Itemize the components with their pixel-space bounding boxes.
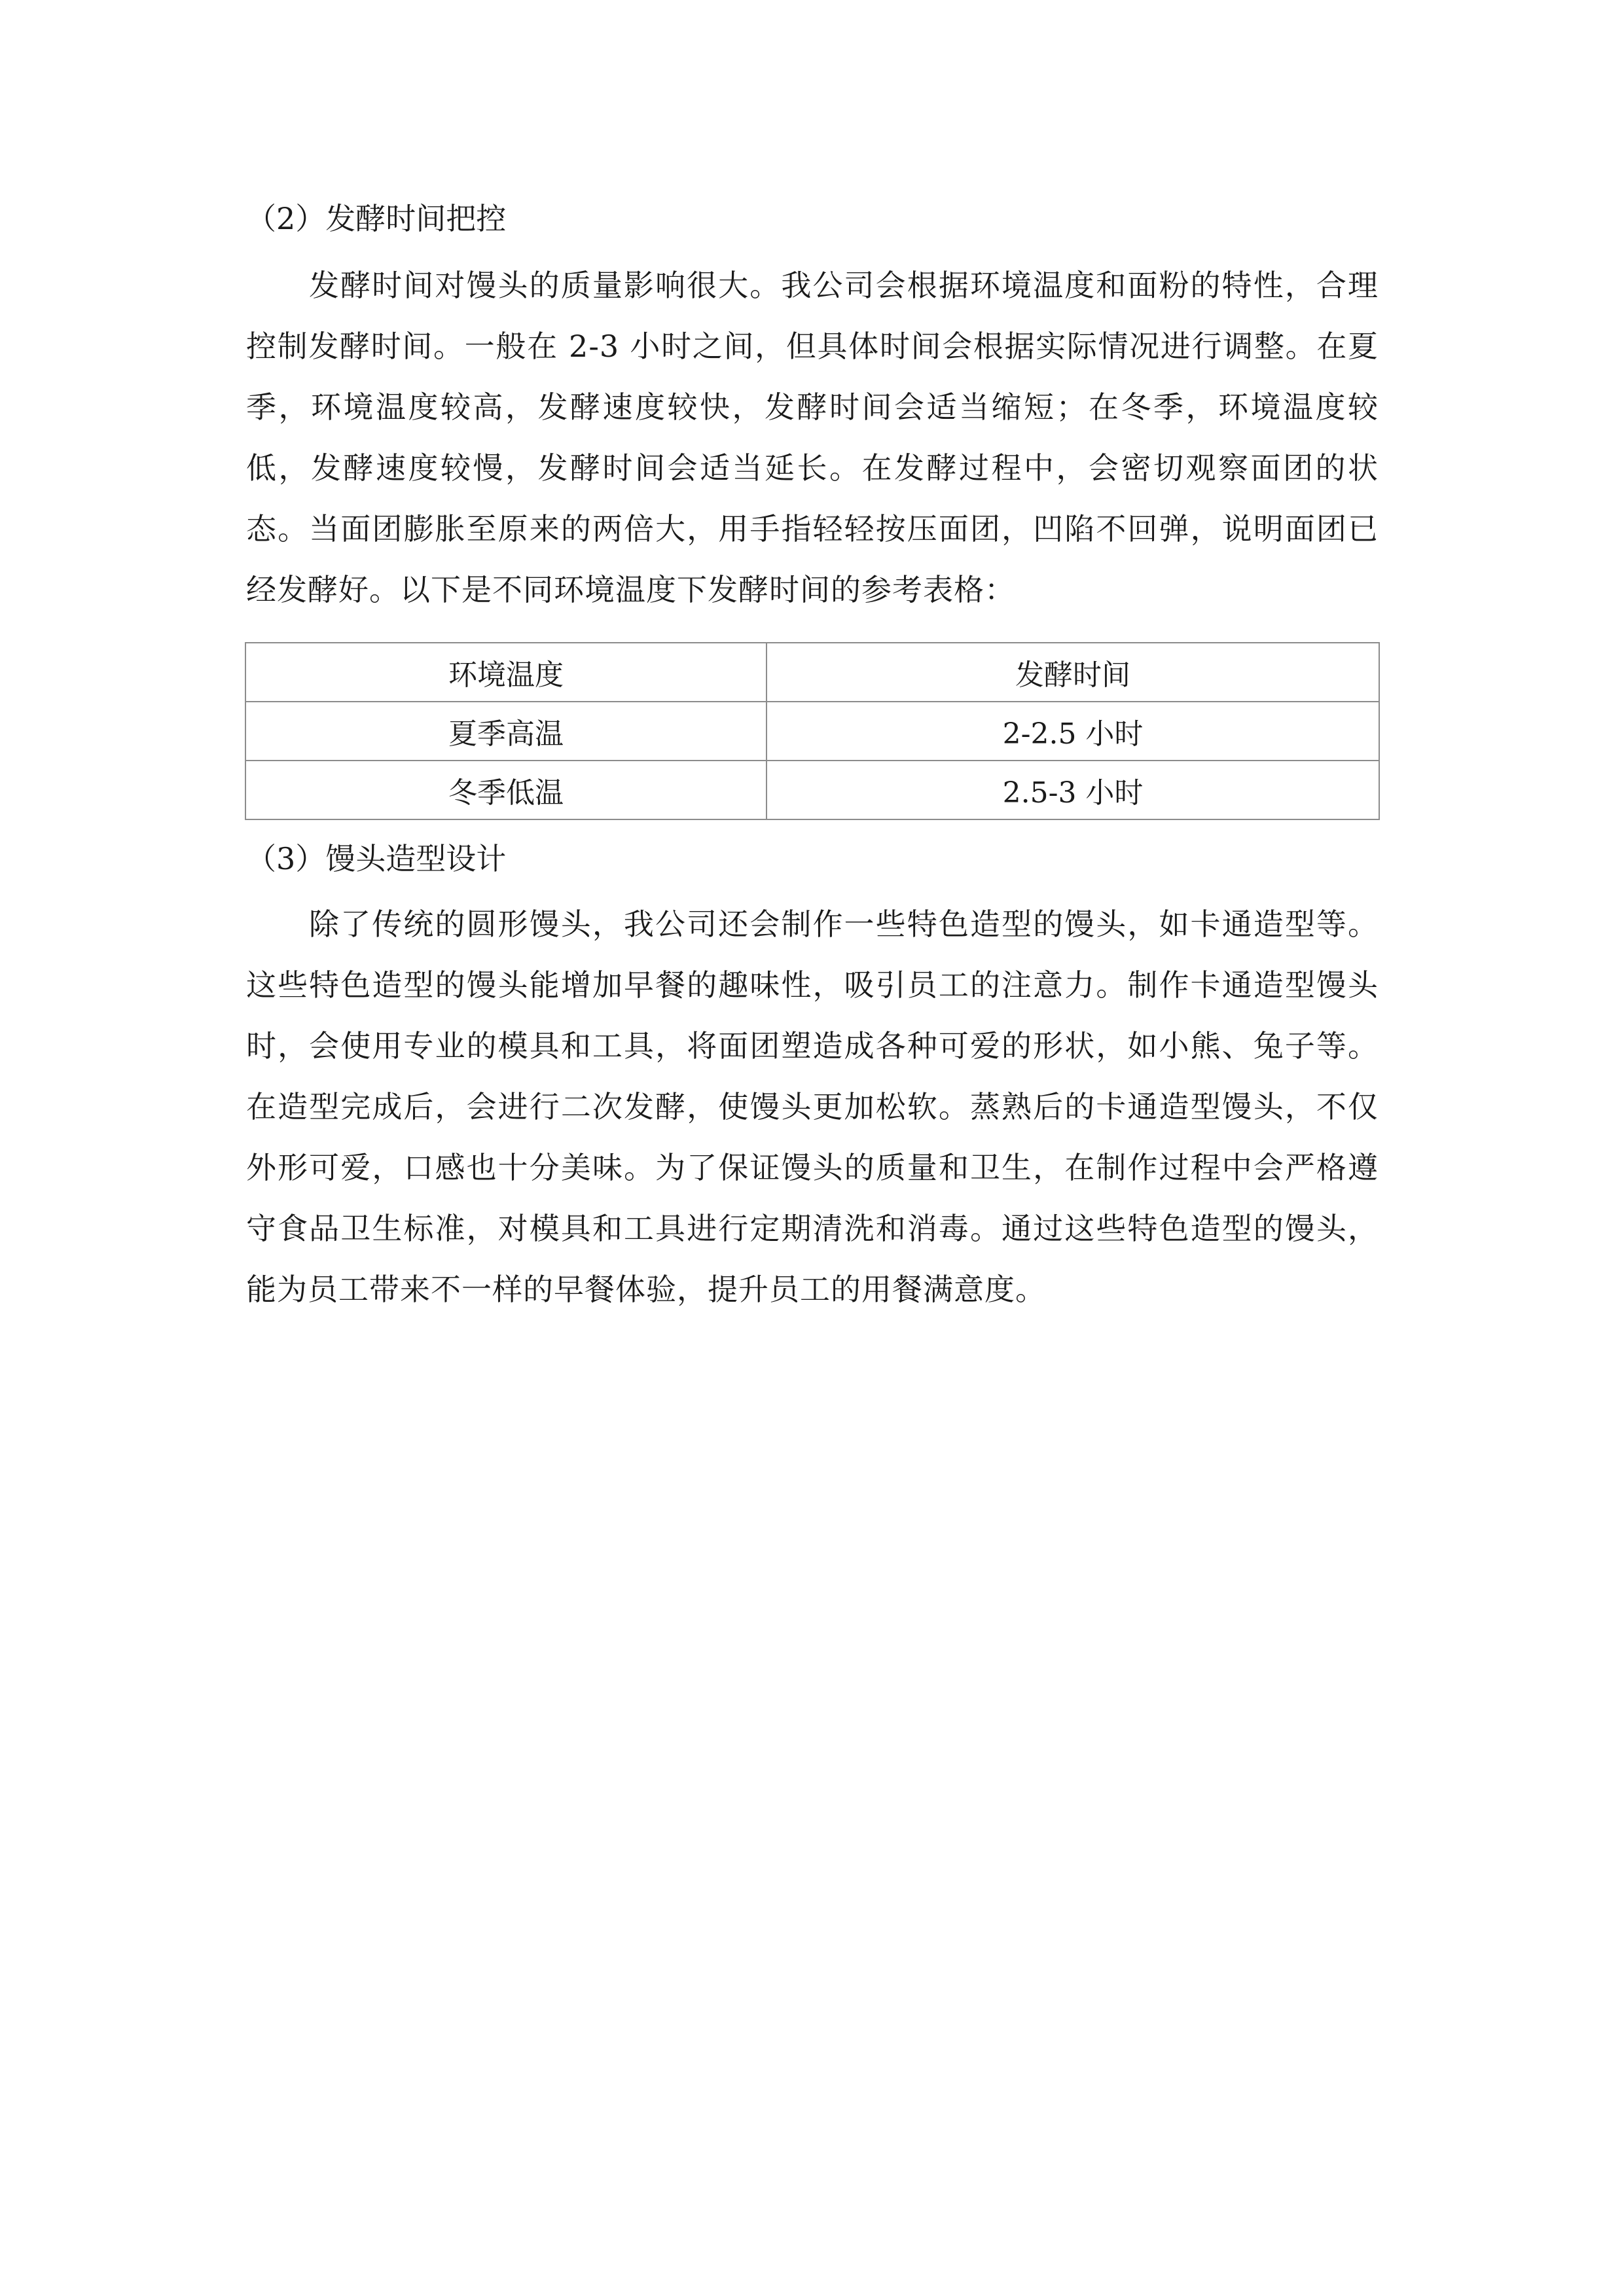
paragraph-fermentation-time: 发酵时间对馒头的质量影响很大。我公司会根据环境温度和面粉的特性，合理控制发酵时间。一般在 2-3 小时之间，但具体时间会根据实际情况进行调整。在夏季，环境温度较高，发酵速度较快，发酵时间会适当缩短；在冬季，环境温度较低，发酵速度较慢，发酵时间会适当延长。在发酵过程中，会密切观察面团的状态。当面团膨胀至原来的两倍大，用手指轻轻按压面团，凹陷不回弹，说明面团已经发酵好。以下是不同环境温度下发酵时间的参考表格： (246, 268, 1379, 607)
table-cell-duration: 2.5-3 小时 (767, 761, 1379, 819)
paragraph-bun-shape-design: 除了传统的圆形馒头，我公司还会制作一些特色造型的馒头，如卡通造型等。这些特色造型的馒头能增加早餐的趣味性，吸引员工的注意力。制作卡通造型馒头时，会使用专业的模具和工具，将面团塑造成各种可爱的形状，如小熊、兔子等。在造型完成后，会进行二次发酵，使馒头更加松软。蒸熟后的卡通造型馒头，不仅外形可爱，口感也十分美味。为了保证馒头的质量和卫生，在制作过程中会严格遵守食品卫生标准，对模具和工具进行定期清洗和消毒。通过这些特色造型的馒头，能为员工带来不一样的早餐体验，提升员工的用餐满意度。 (246, 906, 1379, 1307)
table-row (245, 761, 1379, 819)
table-cell-temperature: 夏季高温 (245, 702, 767, 761)
section-heading-fermentation-time: （2）发酵时间把控 (246, 201, 507, 236)
table-header-temperature: 环境温度 (245, 643, 767, 702)
fermentation-time-table (245, 642, 1380, 820)
table-row (245, 702, 1379, 761)
table-cell-temperature: 冬季低温 (245, 761, 767, 819)
table-cell-duration: 2-2.5 小时 (767, 702, 1379, 761)
table-header-row (245, 643, 1379, 702)
table-header-duration: 发酵时间 (767, 643, 1379, 702)
section-heading-bun-shape-design: （3）馒头造型设计 (246, 841, 507, 876)
